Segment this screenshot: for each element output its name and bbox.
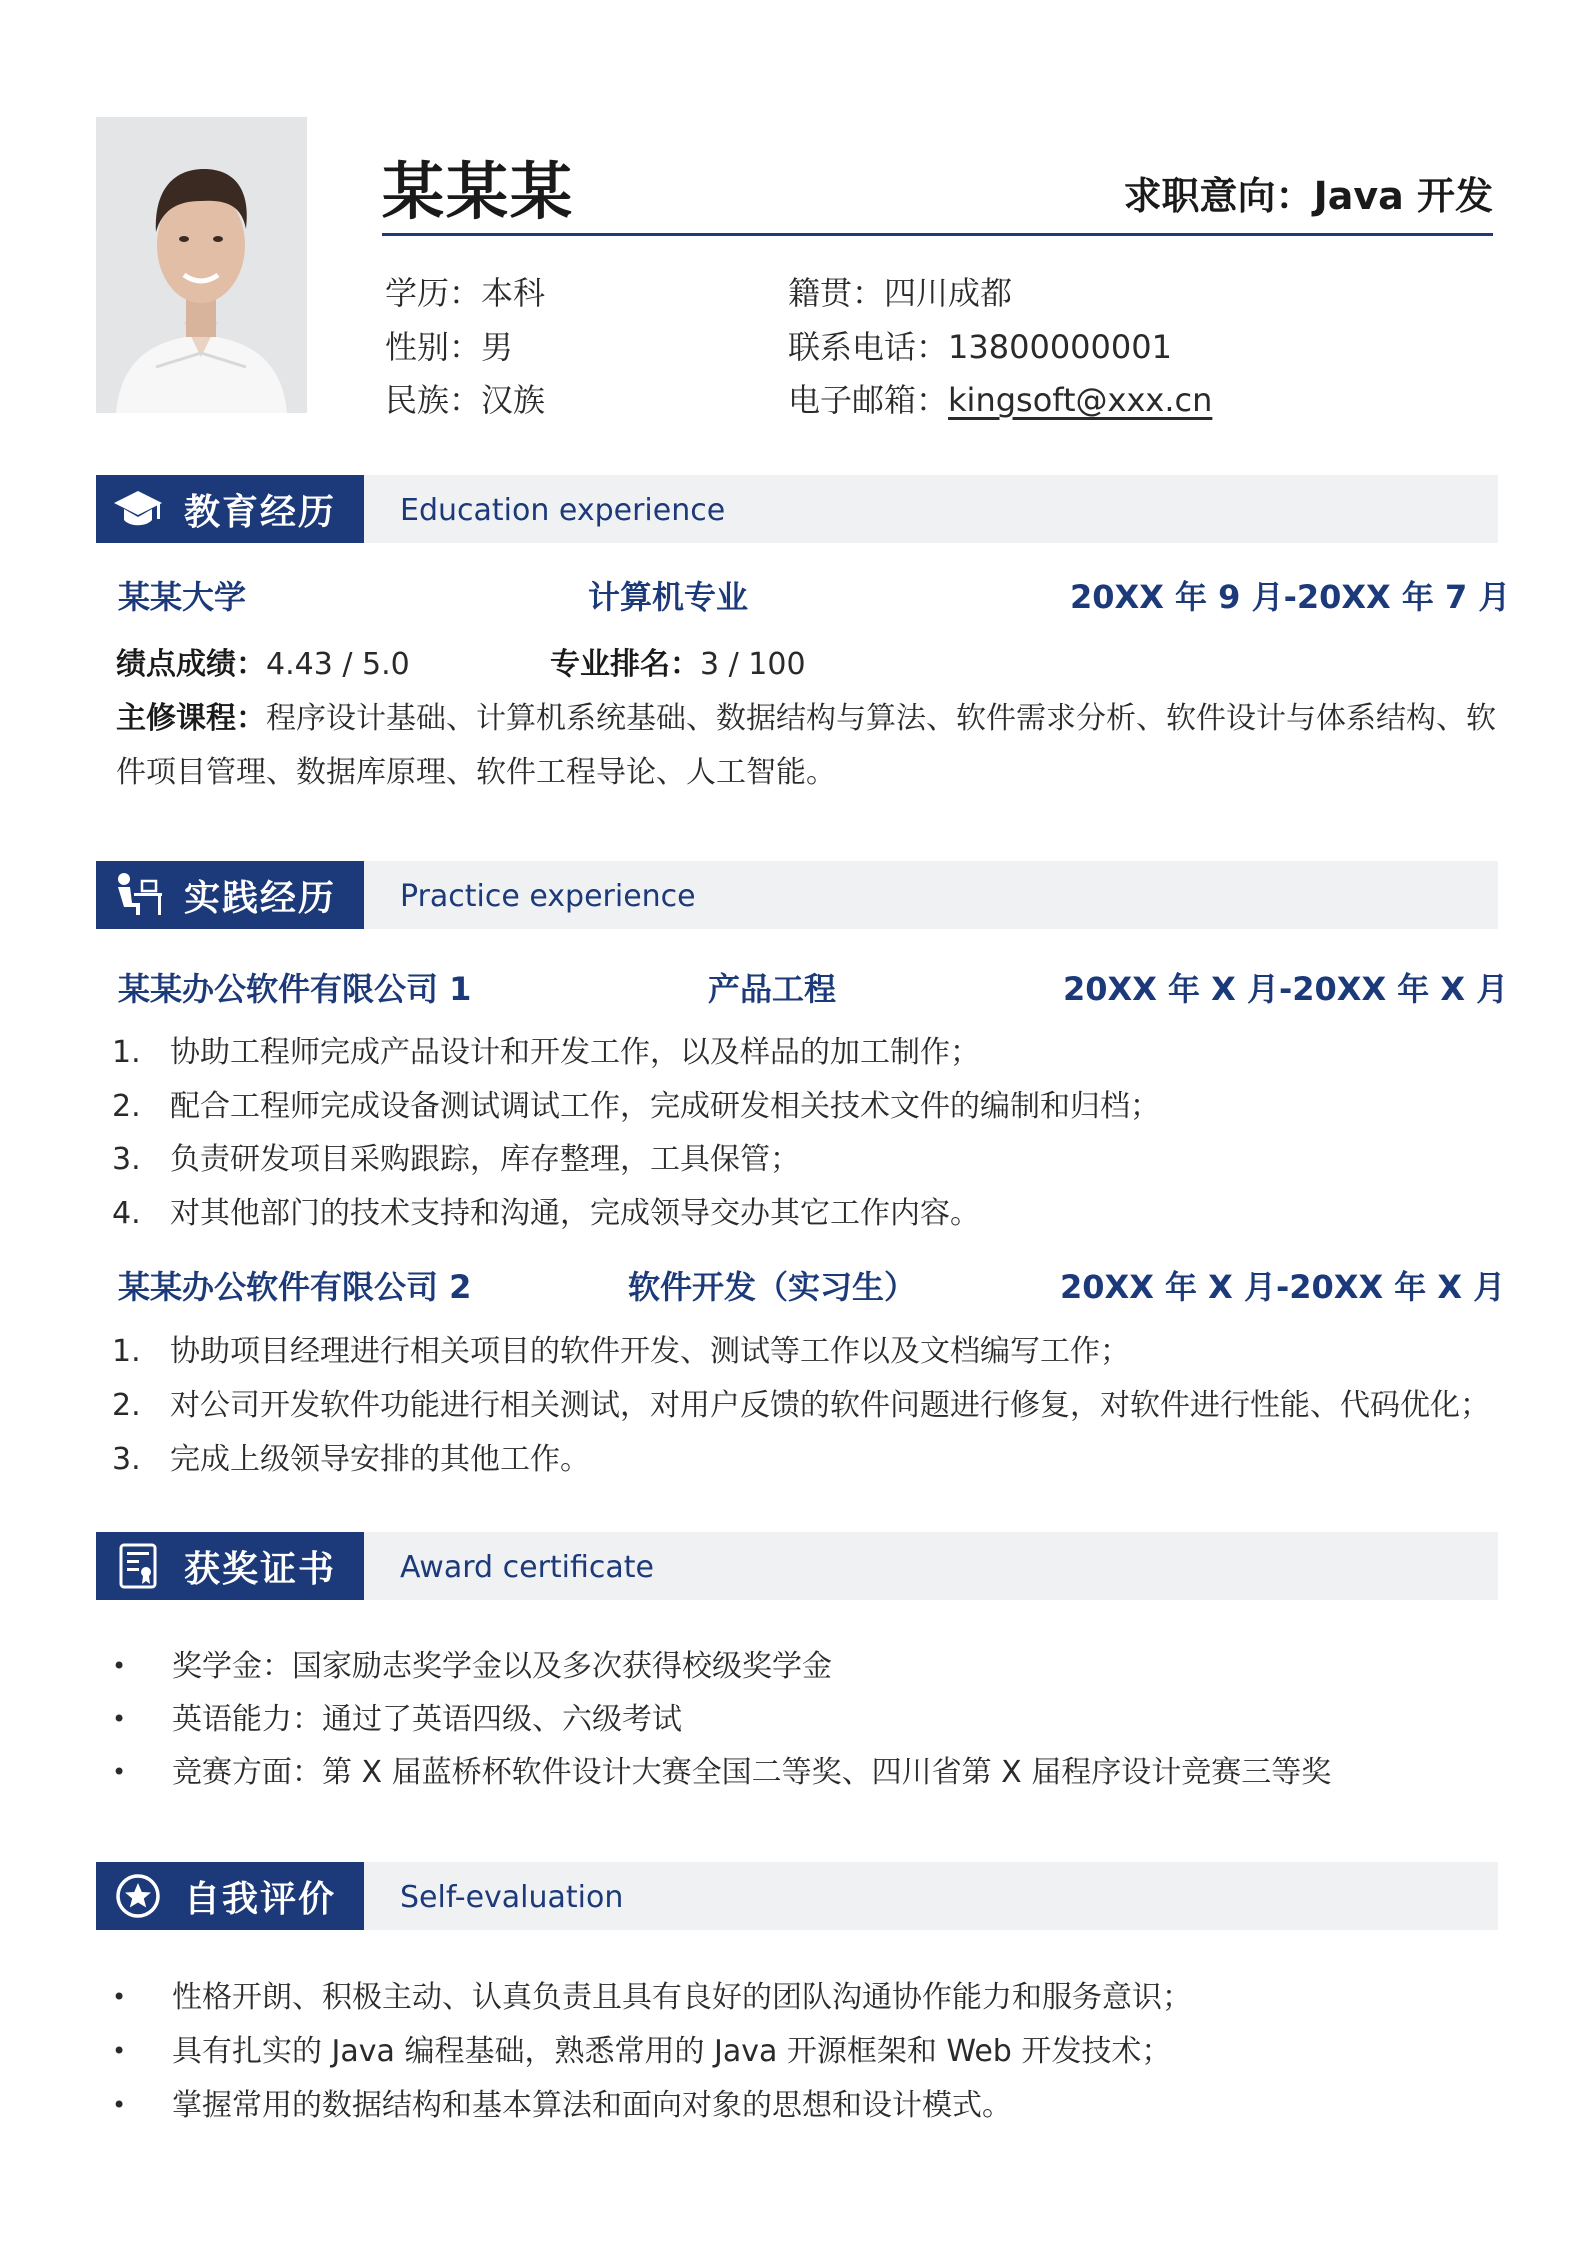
- certificate-icon: [110, 1538, 166, 1594]
- info-hometown: 籍贯：四川成都: [788, 274, 1013, 312]
- school-name: 某某大学: [118, 578, 247, 616]
- section-self-eval-header: [96, 1862, 1498, 1930]
- section-practice-tab: [96, 861, 364, 929]
- section-awards-title: 获奖证书: [184, 1548, 337, 1590]
- email-link[interactable]: kingsoft@xxx.cn: [948, 381, 1213, 419]
- award-item-2: • 英语能力：通过了英语四级、六级考试: [112, 1702, 682, 1737]
- job1-item-1: 1. 协助工程师完成产品设计和开发工作，以及样品的加工制作；: [112, 1035, 980, 1070]
- self-eval-item-2: • 具有扎实的 Java 编程基础，熟悉常用的 Java 开源框架和 Web 开发技术；: [112, 2034, 1172, 2069]
- job2-item-2: 2. 对公司开发软件功能进行相关测试，对用户反馈的软件问题进行修复，对软件进行性能、代码优化；: [112, 1388, 1490, 1423]
- job-intent-label: 求职意向：: [1123, 174, 1314, 218]
- info-phone: 联系电话：13800000001: [788, 328, 1172, 366]
- job2-role: 软件开发（实习生）: [628, 1268, 917, 1306]
- major-rank: 专业排名：3 / 100: [550, 647, 806, 682]
- candidate-name: 某某某: [382, 155, 575, 228]
- education-period: 20XX 年 9 月-20XX 年 7 月: [1070, 578, 1511, 616]
- job1-item-4: 4. 对其他部门的技术支持和沟通，完成领导交办其它工作内容。: [112, 1196, 980, 1231]
- section-education-title-en: Education experience: [400, 493, 726, 528]
- job-intent-value: Java 开发: [1313, 174, 1493, 218]
- desk-worker-icon: [110, 867, 166, 923]
- info-email: 电子邮箱：kingsoft@xxx.cn: [788, 381, 1213, 419]
- info-gender: 性别：男: [385, 328, 514, 366]
- section-practice-header: [96, 861, 1498, 929]
- major-name: 计算机专业: [588, 578, 749, 616]
- section-self-eval-title: 自我评价: [184, 1878, 337, 1920]
- award-item-1: • 奖学金：国家励志奖学金以及多次获得校级奖学金: [112, 1649, 832, 1684]
- section-practice-title-en: Practice experience: [400, 879, 696, 914]
- info-education: 学历：本科: [385, 274, 546, 312]
- section-awards-tab: [96, 1532, 364, 1600]
- person-portrait-icon: [96, 117, 307, 413]
- section-self-eval-title-en: Self-evaluation: [400, 1880, 624, 1915]
- section-awards-title-en: Award certificate: [400, 1550, 654, 1585]
- section-practice-title: 实践经历: [184, 877, 337, 919]
- job1-item-3: 3. 负责研发项目采购跟踪，库存整理，工具保管；: [112, 1142, 800, 1177]
- graduation-cap-icon: [110, 481, 166, 537]
- job1-period: 20XX 年 X 月-20XX 年 X 月: [1063, 970, 1509, 1008]
- section-awards-header: [96, 1532, 1498, 1600]
- gpa: 绩点成绩：4.43 / 5.0: [116, 647, 410, 682]
- profile-photo: [96, 117, 307, 413]
- info-ethnicity: 民族：汉族: [385, 381, 546, 419]
- job2-company: 某某办公软件有限公司 2: [118, 1268, 472, 1306]
- section-education-header: [96, 475, 1498, 543]
- job1-item-2: 2. 配合工程师完成设备测试调试工作，完成研发相关技术文件的编制和归档；: [112, 1089, 1160, 1124]
- self-eval-item-1: • 性格开朗、积极主动、认真负责且具有良好的团队沟通协作能力和服务意识；: [112, 1980, 1192, 2015]
- star-badge-icon: [110, 1868, 166, 1924]
- award-item-3: • 竞赛方面：第 X 届蓝桥杯软件设计大赛全国二等奖、四川省第 X 届程序设计竞赛三等奖: [112, 1755, 1332, 1790]
- job2-item-1: 1. 协助项目经理进行相关项目的软件开发、测试等工作以及文档编写工作；: [112, 1334, 1130, 1369]
- job1-company: 某某办公软件有限公司 1: [118, 970, 472, 1008]
- section-self-eval-tab: [96, 1862, 364, 1930]
- job2-item-3: 3. 完成上级领导安排的其他工作。: [112, 1442, 590, 1477]
- section-education-tab: [96, 475, 364, 543]
- courses: 主修课程：程序设计基础、计算机系统基础、数据结构与算法、软件需求分析、软件设计与体系结构、软 件项目管理、数据库原理、软件工程导论、人工智能。: [116, 701, 1496, 790]
- job-intent: [1124, 165, 1493, 220]
- header-divider: [382, 233, 1493, 236]
- job1-role: 产品工程: [708, 970, 837, 1008]
- self-eval-item-3: • 掌握常用的数据结构和基本算法和面向对象的思想和设计模式。: [112, 2088, 1012, 2123]
- job2-period: 20XX 年 X 月-20XX 年 X 月: [1060, 1268, 1506, 1306]
- section-education-title: 教育经历: [184, 491, 337, 533]
